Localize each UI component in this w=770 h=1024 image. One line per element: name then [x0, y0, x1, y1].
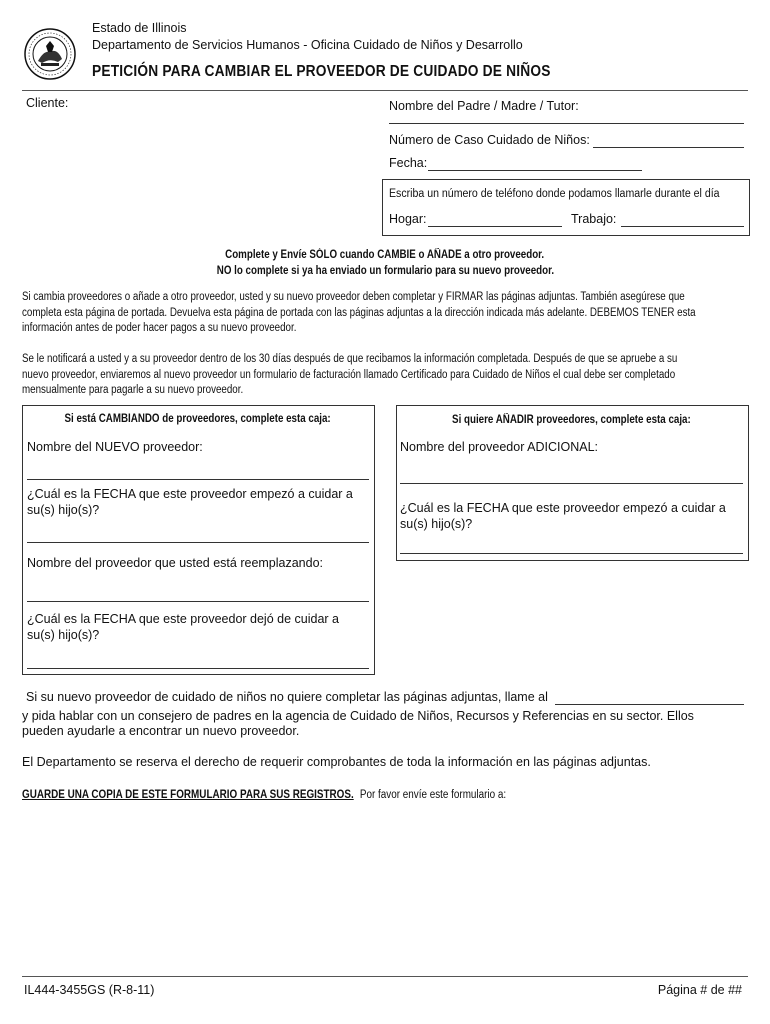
additional-provider-start-date-field[interactable]	[400, 553, 743, 554]
new-provider-start-date-label	[27, 486, 353, 518]
notice-block-2	[0, 261, 770, 279]
parent-name-label: Nombre del Padre / Madre / Tutor:	[389, 99, 579, 113]
keep-copy-notice: GUARDE UNA COPIA DE ESTE FORMULARIO PARA SUS REGISTROS.	[22, 789, 354, 801]
phone-instruction: Escriba un número de teléfono donde podamos llamarle durante el día	[389, 188, 720, 200]
replaced-provider-field[interactable]	[27, 601, 369, 602]
replaced-provider-label: Nombre del proveedor que usted está reemplazando:	[27, 556, 324, 570]
new-provider-start-date-field[interactable]	[27, 542, 369, 543]
stop-date-line-1: ¿Cuál es la FECHA que este proveedor dejó de cuidar a	[27, 612, 339, 626]
paragraph-1-line-1: Si cambia proveedores o añade a otro proveedor, usted y su nuevo proveedor deben completar y FIRMAR las páginas adjuntas. También asegúrese que	[22, 291, 685, 303]
case-number-field[interactable]	[593, 147, 744, 148]
replaced-provider-stop-date-field[interactable]	[27, 668, 369, 669]
new-provider-label: Nombre del NUEVO proveedor:	[27, 440, 203, 454]
date-field[interactable]	[428, 170, 642, 171]
change-box-heading: Si está CAMBIANDO de proveedores, complete esta caja:	[64, 413, 331, 425]
work-phone-field[interactable]	[621, 226, 744, 227]
additional-provider-start-date-label	[400, 500, 726, 532]
case-number-label: Número de Caso Cuidado de Niños:	[389, 133, 590, 147]
additional-provider-label: Nombre del proveedor ADICIONAL:	[400, 440, 599, 454]
state-name: Estado de Illinois	[92, 21, 187, 35]
new-provider-field[interactable]	[27, 479, 369, 480]
add-box-heading-wrap	[396, 410, 747, 428]
page-title: PETICIÓN PARA CAMBIAR EL PROVEEDOR DE CUIDADO DE NIÑOS	[92, 63, 551, 80]
parent-name-field[interactable]	[389, 123, 744, 124]
page-number: Página # de ##	[657, 983, 742, 997]
change-box-heading-wrap	[22, 409, 373, 427]
department-name: Departamento de Servicios Humanos - Oficina Cuidado de Niños y Desarrollo	[92, 38, 523, 52]
paragraph-2-line-2: nuevo proveedor, enviaremos al nuevo proveedor un formulario de facturación llamado Certificado para Cuidado de Niños el cual debe ser completado	[22, 368, 676, 381]
header-divider	[22, 90, 748, 91]
notice-line-2: NO lo complete si ya ha enviado un formulario para su nuevo proveedor.	[216, 265, 554, 277]
additional-provider-field[interactable]	[400, 483, 743, 484]
footer-divider	[22, 976, 748, 977]
state-seal-logo	[24, 28, 76, 80]
call-number-field[interactable]	[555, 704, 744, 705]
paragraph-1-line-2: completa esta página de portada. Devuelva esta página de portada con las páginas adjuntas a la dirección indicada más adelante. DEBEMOS TENER esta	[22, 306, 696, 319]
home-phone-label: Hogar:	[389, 212, 427, 226]
paragraph-1-line-3: información antes de poder hacer pagos a su nuevo proveedor.	[22, 322, 297, 334]
paragraph-2-line-3: mensualmente para pagarle a su nuevo proveedor.	[22, 384, 244, 396]
call-instruction-line-3: pueden ayudarle a encontrar un nuevo proveedor.	[22, 724, 300, 738]
work-phone-label: Trabajo:	[571, 212, 617, 226]
new-provider-start-date-line-2: su(s) hijo(s)?	[27, 503, 100, 517]
paragraph-2-line-1: Se le notificará a usted y a su proveedor dentro de los 30 días después de que recibamos la información completada. Después de que se apruebe a su	[22, 353, 678, 365]
notice-line-1: Complete y Envíe SÓLO cuando CAMBIE o AÑADE a otro proveedor.	[225, 249, 545, 261]
paragraph-1	[22, 290, 745, 337]
additional-start-date-line-1: ¿Cuál es la FECHA que este proveedor empezó a cuidar a	[400, 501, 726, 515]
stop-date-line-2: su(s) hijo(s)?	[27, 628, 100, 642]
new-provider-start-date-line-1: ¿Cuál es la FECHA que este proveedor empezó a cuidar a	[27, 487, 353, 501]
date-label: Fecha:	[389, 156, 428, 170]
send-to-text: Por favor envíe este formulario a:	[359, 789, 507, 801]
replaced-provider-stop-date-label	[27, 611, 339, 643]
form-id: IL444-3455GS (R-8-11)	[24, 983, 155, 997]
additional-start-date-line-2: su(s) hijo(s)?	[400, 517, 473, 531]
add-box-heading: Si quiere AÑADIR proveedores, complete esta caja:	[452, 414, 691, 426]
department-rights-text: El Departamento se reserva el derecho de requerir comprobantes de toda la información en las páginas adjuntas.	[22, 755, 651, 769]
paragraph-2	[22, 352, 745, 399]
keep-copy-row	[22, 789, 506, 801]
client-label: Cliente:	[26, 96, 69, 110]
call-instruction-line-2: y pida hablar con un consejero de padres en la agencia de Cuidado de Niños, Recursos y Referencias en su sector. Ellos	[22, 709, 694, 723]
home-phone-field[interactable]	[428, 226, 562, 227]
call-instruction-line-1: Si su nuevo proveedor de cuidado de niños no quiere completar las páginas adjuntas, llame al	[26, 690, 548, 704]
